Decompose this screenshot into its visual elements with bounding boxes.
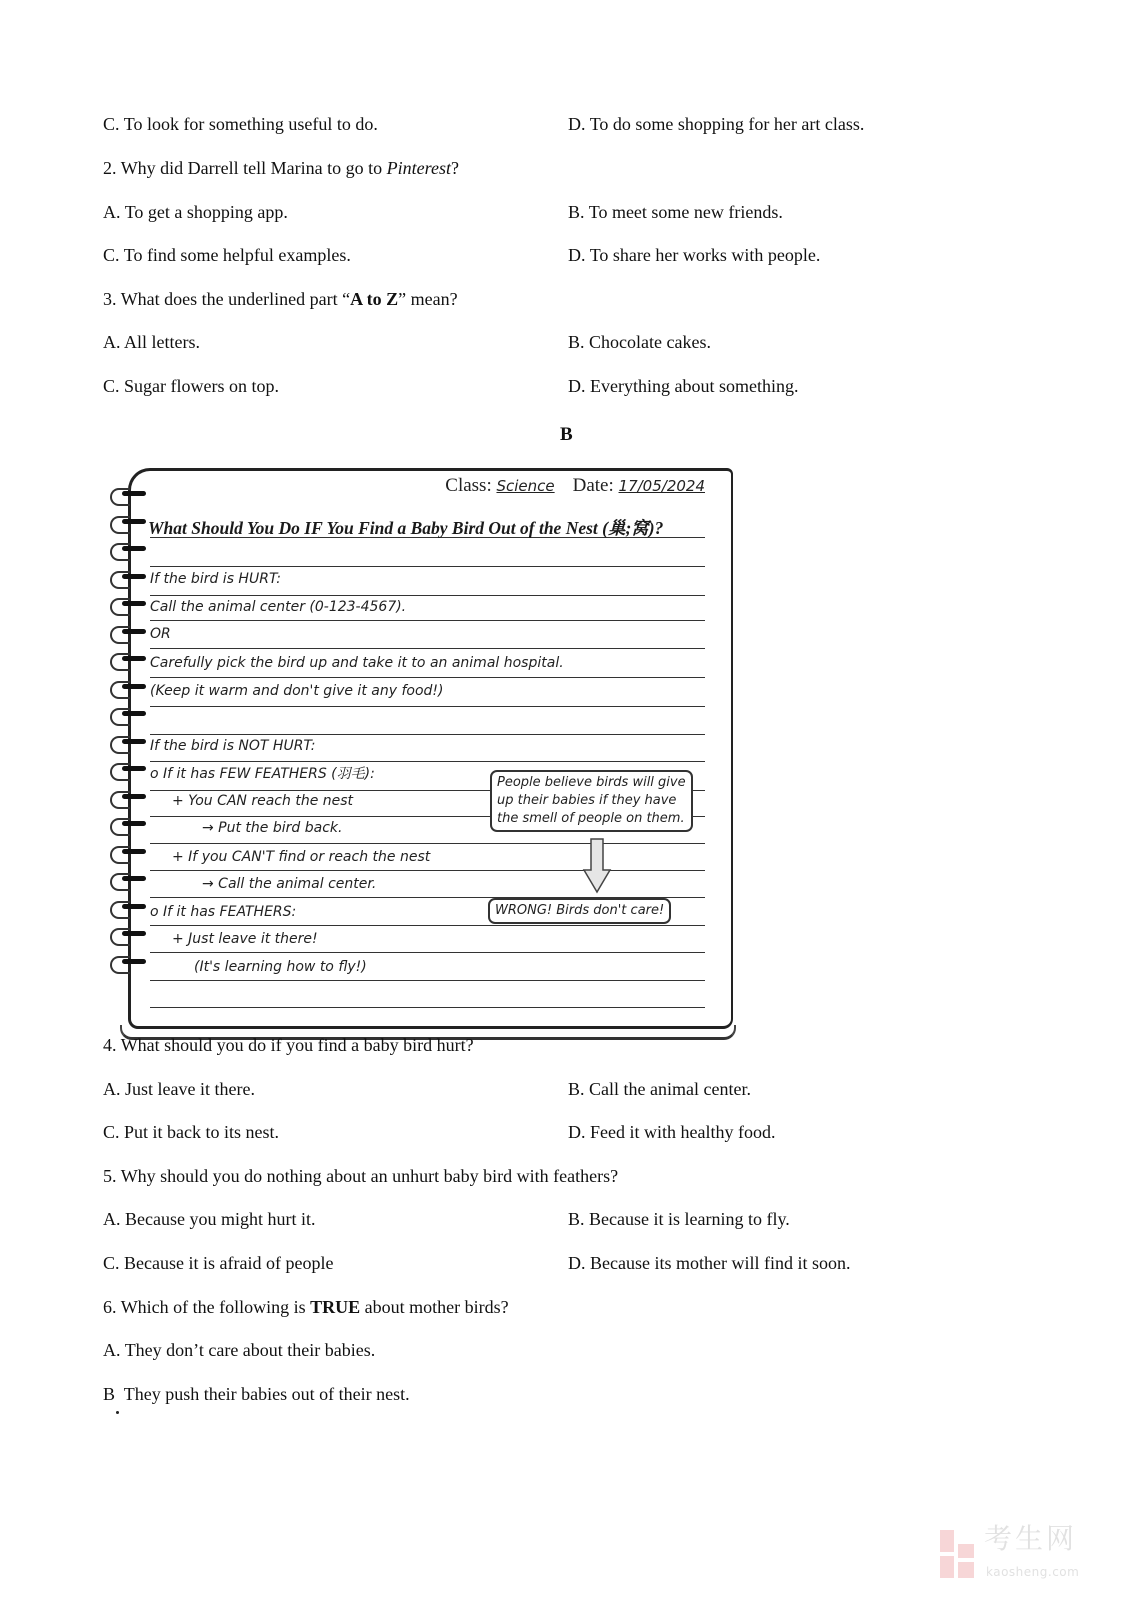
option-letter: C. — [103, 1122, 120, 1142]
stem-italic: Pinterest — [386, 158, 451, 178]
ruled-line — [150, 620, 705, 621]
ring-bar — [122, 519, 146, 524]
q4-option-b — [568, 1078, 751, 1100]
option-text: All letters. — [124, 332, 200, 352]
q3-option-a — [103, 331, 200, 353]
q5-option-c — [103, 1252, 333, 1274]
q5-option-d — [568, 1252, 850, 1274]
note-line: (Keep it warm and don't give it any food!) — [150, 683, 444, 699]
spiral-ring — [110, 956, 150, 974]
stem-text: Why did Darrell tell Marina to go to — [120, 158, 387, 178]
option-text: Put it back to its nest. — [124, 1122, 280, 1142]
section-label: B — [560, 424, 573, 445]
option-letter: B. — [568, 1209, 585, 1229]
ruled-line — [150, 677, 705, 678]
option-text: They don’t care about their babies. — [124, 1340, 376, 1360]
stem-end: ? — [450, 158, 459, 178]
kaosheng-logo-icon — [940, 1530, 976, 1578]
wrong-callout — [488, 898, 671, 924]
ring-bar — [122, 601, 146, 606]
date-value: 17/05/2024 — [618, 477, 705, 495]
q4-option-c — [103, 1121, 279, 1143]
q1-option-d — [568, 113, 864, 135]
ring-bar — [122, 849, 146, 854]
spiral-ring — [110, 901, 150, 919]
ruled-line — [150, 566, 705, 567]
note-line: + If you CAN'T find or reach the nest — [172, 849, 431, 865]
q2-option-d — [568, 244, 820, 266]
ring-bar — [122, 904, 146, 909]
ring-bar — [122, 876, 146, 881]
ruled-line — [150, 952, 705, 953]
option-letter: B. — [568, 332, 585, 352]
q2-option-c — [103, 244, 351, 266]
note-line: OR — [150, 626, 171, 642]
watermark-url: kaosheng.com — [986, 1565, 1080, 1579]
option-text: Chocolate cakes. — [589, 332, 711, 352]
ring-bar — [122, 931, 146, 936]
spiral-ring — [110, 873, 150, 891]
spiral-ring — [110, 791, 150, 809]
q6-stem — [103, 1296, 509, 1318]
q2-stem — [103, 157, 459, 179]
ring-bar — [122, 959, 146, 964]
spiral-ring — [110, 598, 150, 616]
option-text: To get a shopping app. — [124, 202, 288, 222]
ruled-line — [150, 980, 705, 981]
stem-text: What does the underlined part “ — [120, 289, 351, 309]
option-text: To find some helpful examples. — [123, 245, 351, 265]
option-text: Because it is afraid of people — [124, 1253, 334, 1273]
option-text: To look for something useful to do. — [123, 114, 378, 134]
ring-bar — [122, 546, 146, 551]
option-text: To do some shopping for her art class. — [589, 114, 865, 134]
q3-option-b — [568, 331, 711, 353]
q3-option-c — [103, 375, 279, 397]
ruled-line — [150, 595, 705, 596]
ruled-line — [150, 761, 705, 762]
logo-block — [940, 1556, 954, 1578]
q4-option-d — [568, 1121, 775, 1143]
note-line: o If it has FEATHERS: — [150, 904, 297, 920]
belief-callout — [490, 770, 693, 832]
q5-option-b — [568, 1208, 790, 1230]
option-text: Everything about something. — [590, 376, 799, 396]
notebook-figure — [110, 460, 735, 1037]
q3-option-d — [568, 375, 798, 397]
arrow-shape — [584, 839, 610, 892]
spiral-ring — [110, 488, 150, 506]
logo-block — [958, 1544, 974, 1558]
option-letter: D. — [568, 1253, 586, 1273]
stem-end: ” mean? — [398, 289, 458, 309]
down-arrow-icon — [582, 838, 612, 894]
ring-bar — [122, 574, 146, 579]
ring-bar — [122, 629, 146, 634]
option-letter: A. — [103, 1079, 121, 1099]
note-line: + Just leave it there! — [172, 931, 318, 947]
spiral-ring — [110, 626, 150, 644]
q4-stem — [103, 1034, 474, 1056]
callout-line: WRONG! Birds don't care! — [495, 903, 665, 918]
logo-block — [940, 1530, 954, 1552]
stem-text: Why should you do nothing about an unhurt baby bird with feathers? — [120, 1166, 619, 1186]
option-letter: C. — [103, 1253, 120, 1273]
ring-bar — [122, 491, 146, 496]
q6-option-b — [103, 1383, 410, 1405]
logo-block — [958, 1562, 974, 1578]
ruled-line — [150, 925, 705, 926]
watermark-cn: 考生网 — [984, 1522, 1078, 1555]
ruled-line — [150, 1007, 705, 1008]
q2-option-b — [568, 201, 783, 223]
question-number: 5. — [103, 1166, 117, 1186]
ring-bar — [122, 656, 146, 661]
note-line: o If it has FEW FEATHERS (羽毛): — [150, 766, 375, 782]
option-letter: B. — [568, 202, 585, 222]
spiral-ring — [110, 846, 150, 864]
date-field — [573, 474, 705, 498]
stem-bold: A to Z — [350, 289, 399, 309]
ring-bar — [122, 711, 146, 716]
question-number: 3. — [103, 289, 117, 309]
option-letter: B — [103, 1384, 116, 1404]
ring-bar — [122, 821, 146, 826]
ring-bar — [122, 684, 146, 689]
option-text: Call the animal center. — [589, 1079, 751, 1099]
note-line: → Put the bird back. — [202, 820, 343, 836]
question-number: 2. — [103, 158, 117, 178]
option-text: Just leave it there. — [125, 1079, 255, 1099]
option-letter: D. — [568, 376, 586, 396]
q1-option-c — [103, 113, 378, 135]
ring-bar — [122, 794, 146, 799]
stem-text: Which of the following is — [120, 1297, 311, 1317]
callout-line: the smell of people on them. — [497, 811, 685, 826]
q4-option-a — [103, 1078, 255, 1100]
class-field — [445, 474, 554, 498]
ring-bar — [122, 766, 146, 771]
ruled-line — [150, 648, 705, 649]
option-letter: C. — [103, 245, 120, 265]
watermark — [940, 1522, 1110, 1588]
q5-option-a — [103, 1208, 315, 1230]
note-line: If the bird is HURT: — [150, 571, 281, 587]
spiral-ring — [110, 543, 150, 561]
q2-option-a — [103, 201, 288, 223]
note-line: (It's learning how to fly!) — [194, 959, 367, 975]
note-line: + You CAN reach the nest — [172, 793, 354, 809]
q5-stem — [103, 1165, 618, 1187]
option-text: Because it is learning to fly. — [589, 1209, 790, 1229]
note-line: Call the animal center (0-123-4567). — [150, 599, 407, 615]
class-value: Science — [496, 477, 555, 495]
spiral-ring — [110, 928, 150, 946]
question-number: 6. — [103, 1297, 117, 1317]
stem-end: about mother birds? — [360, 1297, 509, 1317]
option-letter: D. — [568, 114, 586, 134]
callout-line: People believe birds will give — [497, 775, 686, 790]
class-label: Class: — [445, 475, 492, 496]
option-text: Sugar flowers on top. — [124, 376, 279, 396]
option-letter: A. — [103, 202, 121, 222]
option-letter: A. — [103, 1340, 121, 1360]
q3-stem — [103, 288, 458, 310]
stray-dot — [116, 1411, 119, 1414]
option-letter: C. — [103, 376, 120, 396]
option-text: Feed it with healthy food. — [590, 1122, 776, 1142]
option-text: To meet some new friends. — [588, 202, 783, 222]
spiral-ring — [110, 763, 150, 781]
spiral-ring — [110, 681, 150, 699]
stem-bold: TRUE — [310, 1297, 361, 1317]
q6-option-a — [103, 1339, 375, 1361]
note-line: → Call the animal center. — [202, 876, 377, 892]
spiral-ring — [110, 736, 150, 754]
spiral-ring — [110, 653, 150, 671]
option-letter: D. — [568, 245, 586, 265]
option-text: Because you might hurt it. — [125, 1209, 316, 1229]
option-text: To share her works with people. — [589, 245, 821, 265]
notebook-header — [360, 474, 705, 498]
ruled-line — [150, 734, 705, 735]
spiral-ring — [110, 516, 150, 534]
stem-text: What should you do if you find a baby bird hurt? — [120, 1035, 474, 1055]
note-line: If the bird is NOT HURT: — [150, 738, 316, 754]
option-text: Because its mother will find it soon. — [590, 1253, 851, 1273]
date-label: Date: — [572, 475, 614, 496]
ruled-line — [150, 706, 705, 707]
option-letter: D. — [568, 1122, 586, 1142]
option-letter: C. — [103, 114, 120, 134]
option-text: They push their babies out of their nest. — [123, 1384, 410, 1404]
option-letter: A. — [103, 1209, 121, 1229]
callout-line: up their babies if they have — [497, 793, 677, 808]
ruled-line — [150, 870, 705, 871]
question-number: 4. — [103, 1035, 117, 1055]
ruled-line — [150, 843, 705, 844]
option-letter: A. — [103, 332, 121, 352]
spiral-ring — [110, 708, 150, 726]
note-line: Carefully pick the bird up and take it to an animal hospital. — [150, 655, 564, 671]
ring-bar — [122, 739, 146, 744]
spiral-ring — [110, 818, 150, 836]
spiral-ring — [110, 571, 150, 589]
option-letter: B. — [568, 1079, 585, 1099]
notebook-title: What Should You Do IF You Find a Baby Bird Out of the Nest (巢;窝)? — [148, 518, 664, 538]
